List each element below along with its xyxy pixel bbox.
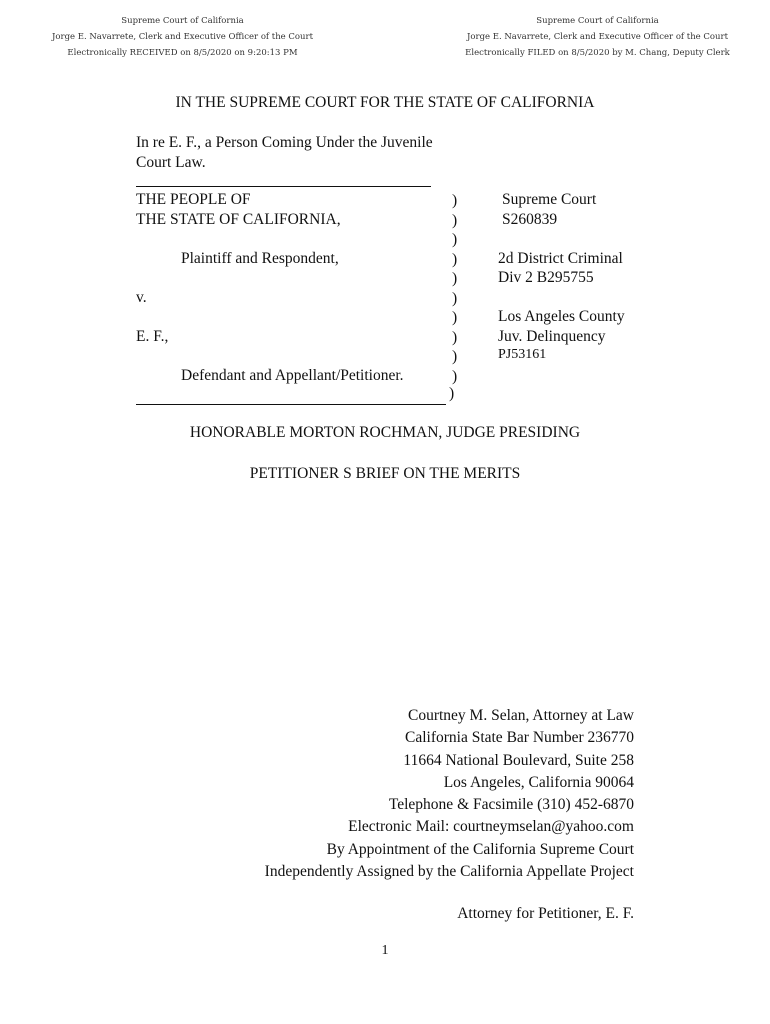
- paren: ): [452, 250, 458, 268]
- brief-title: PETITIONER S BRIEF ON THE MERITS: [249, 465, 521, 482]
- stamp-clerk-line: Jorge E. Navarrete, Clerk and Executive Officer of the Court: [52, 32, 313, 42]
- filing-stamp-received: [40, 13, 325, 61]
- paren: ): [452, 231, 458, 248]
- people-line-1: THE PEOPLE OF: [136, 191, 251, 208]
- attorney-address-line-2: Los Angeles, California 90064: [443, 773, 634, 791]
- caption-bottom-rule: [136, 404, 446, 405]
- paren: ): [452, 348, 458, 365]
- paren: ): [452, 192, 458, 209]
- defendant-role: Defendant and Appellant/Petitioner.: [181, 366, 404, 384]
- attorney-name: Courtney M. Selan, Attorney at Law: [408, 707, 634, 724]
- stamp-court-name: Supreme Court of California: [536, 16, 659, 26]
- defendant-name: E. F.,: [136, 327, 169, 345]
- paren: ): [449, 385, 455, 402]
- juvenile-case-number: PJ53161: [498, 347, 547, 362]
- court-name: Supreme Court: [502, 191, 597, 208]
- paren: ): [452, 270, 458, 287]
- attorney-for-line: Attorney for Petitioner, E. F.: [457, 905, 634, 922]
- people-line-2: THE STATE OF CALIFORNIA,: [136, 210, 341, 228]
- court-title: IN THE SUPREME COURT FOR THE STATE OF CALIFORNIA: [175, 94, 595, 111]
- paren: ): [452, 367, 458, 385]
- supreme-case-number: S260839: [502, 210, 558, 228]
- versus: v.: [136, 288, 147, 306]
- stamp-court-name: Supreme Court of California: [121, 16, 244, 26]
- juvenile-label: Juv. Delinquency: [498, 327, 606, 345]
- judge-presiding: HONORABLE MORTON ROCHMAN, JUDGE PRESIDING: [189, 424, 581, 441]
- attorney-signature-block: [265, 705, 634, 883]
- paren: ): [452, 211, 458, 229]
- paren: ): [452, 309, 458, 326]
- district-label: 2d District Criminal: [498, 249, 623, 267]
- page-number: 1: [381, 943, 389, 958]
- filing-stamp-filed: [455, 13, 740, 61]
- paren: ): [452, 289, 458, 307]
- attorney-email: Electronic Mail: courtneymselan@yahoo.com: [348, 818, 634, 836]
- in-re-line-2: Court Law.: [136, 154, 206, 171]
- stamp-filed-line: Electronically FILED on 8/5/2020 by M. Chang, Deputy Clerk: [465, 48, 730, 58]
- in-re-line-1: In re E. F., a Person Coming Under the Juvenile: [136, 134, 433, 151]
- plaintiff-role: Plaintiff and Respondent,: [181, 249, 339, 267]
- attorney-appointment: By Appointment of the California Supreme Court: [326, 840, 634, 858]
- attorney-bar-number: California State Bar Number 236770: [404, 729, 634, 747]
- attorney-address-line-1: 11664 National Boulevard, Suite 258: [403, 751, 634, 769]
- in-re-heading: [136, 133, 466, 173]
- stamp-clerk-line: Jorge E. Navarrete, Clerk and Executive Officer of the Court: [467, 32, 728, 42]
- county-label: Los Angeles County: [498, 308, 625, 325]
- caption-paren-column: [452, 191, 457, 386]
- caption-top-rule: [136, 186, 431, 187]
- division-case-number: Div 2 B295755: [498, 269, 594, 286]
- attorney-phone: Telephone & Facsimile (310) 452-6870: [388, 796, 634, 814]
- stamp-received-line: Electronically RECEIVED on 8/5/2020 on 9:20:13 PM: [67, 48, 298, 58]
- attorney-assignment: Independently Assigned by the California Appellate Project: [264, 863, 634, 881]
- paren: ): [452, 328, 458, 346]
